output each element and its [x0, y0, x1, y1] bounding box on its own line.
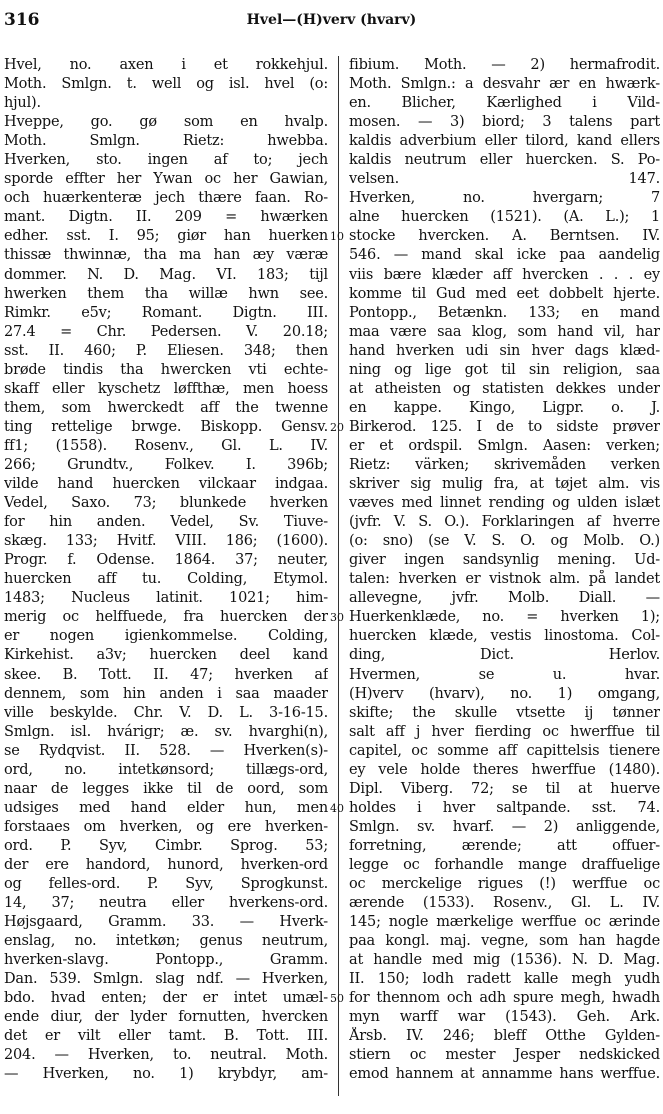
- text-line: 204. — Hverken, to. neutral. Moth.: [4, 1047, 328, 1064]
- text-line: legge oc forhandle mange draffuelige: [349, 856, 660, 873]
- text-line: vilde hand huercken vilckaar indgaa.: [4, 476, 328, 493]
- text-line: enslag, no. intetkøn; genus neutrum,: [4, 933, 328, 950]
- text-line: en kappe. Kingo, Ligpr. o. J.: [349, 399, 660, 416]
- text-line: skæg. 133; Hvitf. VIII. 186; (1600).: [4, 533, 328, 550]
- text-line: ning og lige got til sin religion, saa: [349, 361, 660, 378]
- line-number: 50: [330, 992, 344, 1006]
- text-line: 1483; Nucleus latinit. 1021; him-: [4, 590, 328, 607]
- text-line: Hvel, no. axen i et rokkehjul.: [4, 57, 328, 73]
- text-line: — Hverken, no. 1) krybdyr, am-: [4, 1066, 328, 1083]
- text-line: der ere handord, hunord, hverken-ord: [4, 856, 328, 873]
- text-line: (H)verv (hvarv), no. 1) omgang,: [349, 685, 660, 702]
- text-line: brøde tindis tha hwercken vti echte-: [4, 361, 328, 378]
- text-line: merig oc helffuede, fra huercken der: [4, 609, 328, 626]
- text-line: thissæ thwinnæ, tha ma han æy væræ: [4, 247, 328, 264]
- text-line: ord. P. Syv, Cimbr. Sprog. 53;: [4, 837, 328, 854]
- text-line: ende diur, der lyder fornutten, hvercken: [4, 1009, 328, 1026]
- text-line: komme til Gud med eet dobbelt hjerte.: [349, 285, 660, 302]
- text-line: Hveppe, go. gø som en hvalp.: [4, 114, 328, 131]
- text-line: stiern oc mester Jesper nedskicked: [349, 1047, 660, 1064]
- text-line: emod hannem at annamme hans werffue.: [349, 1066, 660, 1083]
- text-line: ord, no. intetkønsord; tillægs-ord,: [4, 761, 328, 778]
- text-line: talen: hverken er vistnok alm. på landet: [349, 571, 660, 588]
- text-line: Vedel, Saxo. 73; blunkede hverken: [4, 495, 328, 512]
- text-line: skaff eller kyschetz løffthæ, men hoess: [4, 380, 328, 397]
- text-line: hand hverken udi sin hver dags klæd-: [349, 342, 660, 359]
- text-line: Dan. 539. Smlgn. slag ndf. — Hverken,: [4, 971, 328, 988]
- text-line: er et ordspil. Smlgn. Aasen: verken;: [349, 437, 660, 454]
- text-line: Moth. Smlgn. t. well og isl. hvel (o:: [4, 76, 328, 93]
- text-line: dommer. N. D. Mag. VI. 183; tijl: [4, 266, 328, 283]
- text-line: velsen. 147.: [349, 171, 660, 188]
- text-line: bdo. hvad enten; der er intet umæl-: [4, 990, 328, 1007]
- line-number: 40: [330, 801, 344, 815]
- line-number: 10: [330, 230, 344, 244]
- text-line: II. 150; lodh radett kalle megh yudh: [349, 971, 660, 988]
- text-line: kaldis neutrum eller huercken. S. Po-: [349, 152, 660, 169]
- text-line: udsiges med hand elder hun, men: [4, 799, 328, 816]
- text-line: ville beskylde. Chr. V. D. L. 3-16-15.: [4, 704, 328, 721]
- text-line: ff1; (1558). Rosenv., Gl. L. IV.: [4, 437, 328, 454]
- text-line: giver ingen sandsynlig mening. Ud-: [349, 552, 660, 569]
- text-line: dennem, som hin anden i saa maader: [4, 685, 328, 702]
- text-line: Smlgn. sv. hvarf. — 2) anliggende,: [349, 818, 660, 835]
- text-line: Pontopp., Betænkn. 133; en mand: [349, 304, 660, 321]
- running-title: Hvel—(H)verv (hvarv): [246, 12, 417, 28]
- text-line: at atheisten og statisten dekkes under: [349, 380, 660, 397]
- text-line: Hverken, sto. ingen af to; jech: [4, 152, 328, 169]
- text-line: Moth. Smlgn. Rietz: hwebba.: [4, 133, 328, 150]
- text-line: forstaaes om hverken, og ere hverken-: [4, 818, 328, 835]
- text-line: Rimkr. e5v; Romant. Digtn. III.: [4, 304, 328, 321]
- text-line: fibium. Moth. — 2) hermafrodit.: [349, 57, 660, 73]
- text-line: hwerken them tha willæ hwn see.: [4, 285, 328, 302]
- page-header: [0, 0, 663, 34]
- text-line: holdes i hver saltpande. sst. 74.: [349, 799, 660, 816]
- text-line: alne huercken (1521). (A. L.); 1: [349, 209, 660, 226]
- text-line: Kirkehist. a3v; huercken deel kand: [4, 647, 328, 664]
- line-number: 20: [330, 420, 344, 434]
- text-line: (o: sno) (se V. S. O. og Molb. O.): [349, 533, 660, 550]
- text-line: Årsb. IV. 246; bleff Otthe Gylden-: [349, 1028, 660, 1045]
- text-line: Hverken, no. hvergarn; 7: [349, 190, 660, 207]
- text-line: hverken-slavg. Pontopp., Gramm.: [4, 952, 328, 969]
- text-line: mant. Digtn. II. 209 = hwærken: [4, 209, 328, 226]
- text-line: sporde effter her Ywan oc her Gawian,: [4, 171, 328, 188]
- text-line: Hvermen, se u. hvar.: [349, 666, 660, 683]
- text-line: forretning, ærende; att offuer-: [349, 837, 660, 854]
- text-line: for thennom och adh spure megh, hwadh: [349, 990, 660, 1007]
- text-line: Moth. Smlgn.: a desvahr ær en hwærk-: [349, 76, 660, 93]
- text-line: 27.4 = Chr. Pedersen. V. 20.18;: [4, 323, 328, 340]
- text-line: ting rettelige brwge. Biskopp. Gensv.: [4, 418, 328, 435]
- page-number: 316: [4, 10, 40, 30]
- text-line: huercken aff tu. Colding, Etymol.: [4, 571, 328, 588]
- text-line: væves med linnet rending og ulden islæt: [349, 495, 660, 512]
- text-line: Højsgaard, Gramm. 33. — Hverk-: [4, 914, 328, 931]
- line-number: 30: [330, 611, 344, 625]
- text-line: skriver sig mulig fra, at tøjet alm. vis: [349, 476, 660, 493]
- text-line: skee. B. Tott. II. 47; hverken af: [4, 666, 328, 683]
- text-line: paa kongl. maj. vegne, som han hagde: [349, 933, 660, 950]
- text-line: Smlgn. isl. hvárigr; æ. sv. hvarghi(n),: [4, 723, 328, 740]
- text-line: Rietz: värken; skrivemåden verken: [349, 456, 660, 473]
- text-line: se Rydqvist. II. 528. — Hverken(s)-: [4, 742, 328, 759]
- text-line: och huærkenteræ jech thære faan. Ro-: [4, 190, 328, 207]
- text-line: Huerkenklæde, no. = hverken 1);: [349, 609, 660, 626]
- text-line: allevegne, jvfr. Molb. Diall. —: [349, 590, 660, 607]
- column-divider: [338, 56, 339, 1096]
- text-line: og felles-ord. P. Syv, Sprogkunst.: [4, 876, 328, 893]
- text-line: skifte; the skulle vtsette ij tønner: [349, 704, 660, 721]
- text-line: ey vele holde theres hwerffue (1480).: [349, 761, 660, 778]
- text-line: at handle med mig (1536). N. D. Mag.: [349, 952, 660, 969]
- text-line: ding, Dict. Herlov.: [349, 647, 660, 664]
- text-line: oc merckelige rigues (!) werffue oc: [349, 876, 660, 893]
- text-line: 14, 37; neutra eller hverkens-ord.: [4, 895, 328, 912]
- text-line: stocke hvercken. A. Berntsen. IV.: [349, 228, 660, 245]
- text-line: mosen. — 3) biord; 3 talens part: [349, 114, 660, 131]
- text-line: 546. — mand skal icke paa aandelig: [349, 247, 660, 264]
- text-line: salt aff j hver fierding oc hwerffue til: [349, 723, 660, 740]
- right-column: [349, 56, 660, 1085]
- left-column: [4, 56, 328, 1085]
- text-line: ærende (1533). Rosenv., Gl. L. IV.: [349, 895, 660, 912]
- text-line: 266; Grundtv., Folkev. I. 396b;: [4, 456, 328, 473]
- text-line: 145; nogle mærkelige werffue oc ærinde: [349, 914, 660, 931]
- text-line: sst. II. 460; P. Eliesen. 348; then: [4, 342, 328, 359]
- text-line: viis bære klæder aff hvercken . . . ey: [349, 266, 660, 283]
- text-line: er nogen igienkommelse. Colding,: [4, 628, 328, 645]
- text-line: Birkerod. 125. I de to sidste prøver: [349, 418, 660, 435]
- text-line: myn warff war (1543). Geh. Ark.: [349, 1009, 660, 1026]
- text-line: en. Blicher, Kærlighed i Vild-: [349, 95, 660, 112]
- text-line: them, som hwerckedt aff the twenne: [4, 399, 328, 416]
- text-line: huercken klæde, vestis linostoma. Col-: [349, 628, 660, 645]
- text-line: edher. sst. I. 95; giør han huerken: [4, 228, 328, 245]
- text-line: kaldis adverbium eller tilord, kand ellers: [349, 133, 660, 150]
- text-line: naar de legges ikke til de oord, som: [4, 780, 328, 797]
- text-line: Progr. f. Odense. 1864. 37; neuter,: [4, 552, 328, 569]
- text-line: hjul).: [4, 95, 41, 112]
- text-line: (jvfr. V. S. O.). Forklaringen af hverre: [349, 514, 660, 531]
- text-line: det er vilt eller tamt. B. Tott. III.: [4, 1028, 328, 1045]
- text-line: for hin anden. Vedel, Sv. Tiuve-: [4, 514, 328, 531]
- text-line: Dipl. Viberg. 72; se til at huerve: [349, 780, 660, 797]
- text-line: capitel, oc somme aff capittelsis tienere: [349, 742, 660, 759]
- text-line: maa være saa klog, som hand vil, har: [349, 323, 660, 340]
